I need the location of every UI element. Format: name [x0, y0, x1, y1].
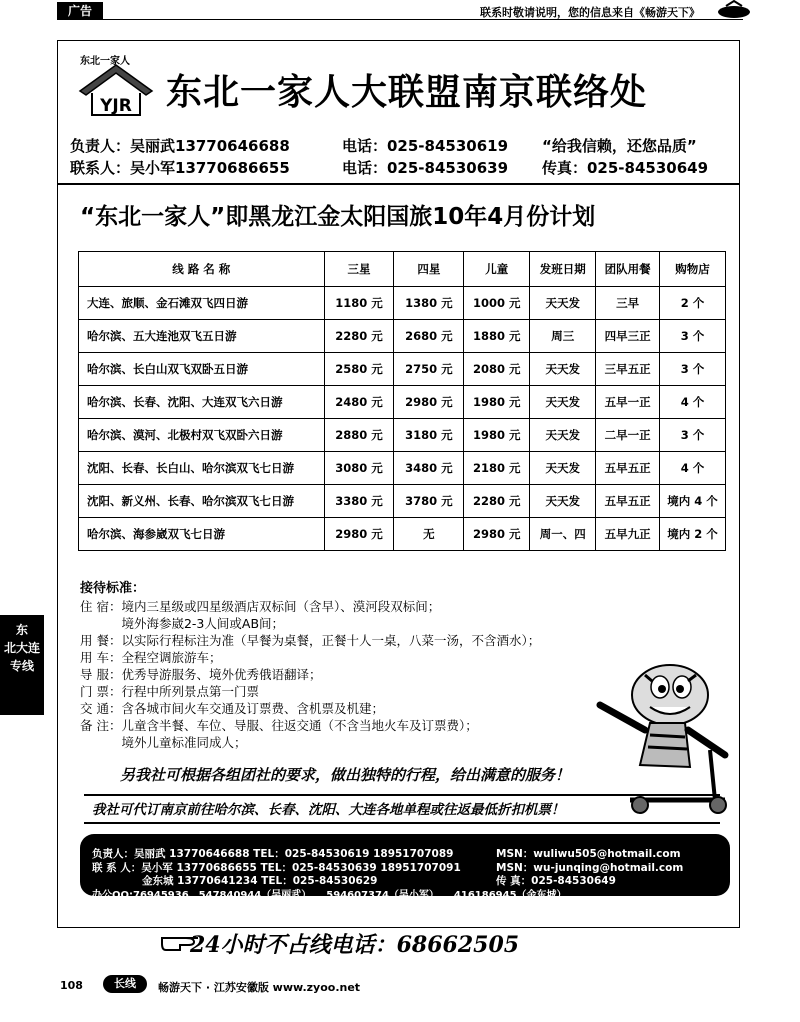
header-route: 线 路 名 称: [79, 252, 325, 287]
header-separator: [57, 183, 740, 185]
shops-cell: 境内 2 个: [660, 518, 726, 551]
price-cell: 2980 元: [324, 518, 394, 551]
price-cell: 2980 元: [464, 518, 530, 551]
route-cell: 哈尔滨、长春、沈阳、大连双飞六日游: [79, 386, 325, 419]
table-row: [79, 287, 726, 320]
price-cell: 2980 元: [394, 386, 464, 419]
shops-cell: 境内 4 个: [660, 485, 726, 518]
contact-person-2: 联系人：吴小军13770686655: [70, 159, 290, 177]
company-logo-icon: [76, 55, 156, 121]
header-child: 儿童: [464, 252, 530, 287]
shops-cell: 4 个: [660, 452, 726, 485]
price-cell: 1980 元: [464, 419, 530, 452]
price-cell: 1380 元: [394, 287, 464, 320]
departure-cell: 周一、四: [530, 518, 596, 551]
contact-person-1: 负责人：吴丽武13770646688: [70, 137, 290, 155]
departure-cell: 天天发: [530, 353, 596, 386]
departure-cell: 天天发: [530, 452, 596, 485]
top-notice: 联系时敬请说明，您的信息来自《畅游天下》: [480, 6, 700, 19]
price-cell: 1880 元: [464, 320, 530, 353]
meals-cell: 五早五正: [596, 452, 660, 485]
contact-box-fax: 传 真：025-84530649: [496, 875, 616, 887]
hotline: 24小时不占线电话：68662505: [190, 932, 520, 958]
price-cell: 2680 元: [394, 320, 464, 353]
standards-line: 用 车：全程空调旅游车；: [80, 650, 222, 665]
meals-cell: 四早三正: [596, 320, 660, 353]
standards-title: 接待标准：: [80, 581, 146, 596]
tiger-mascot-icon: [590, 655, 740, 815]
side-tab-line: 北大连: [3, 641, 40, 655]
departure-cell: 周三: [530, 320, 596, 353]
table-header-row: [79, 252, 726, 287]
contact-box-qq: 办公QQ:76945936、547840944（吴丽武） 594607374（吴小军） 416186945（金东城）: [92, 890, 567, 901]
standards-line: 境外儿童标准同成人；: [80, 735, 247, 750]
departure-cell: 天天发: [530, 287, 596, 320]
plan-title: “东北一家人”即黑龙江金太阳国旅10年4月份计划: [80, 204, 596, 230]
price-cell: 1180 元: [324, 287, 394, 320]
standards-line: 住 宿：境内三星级或四星级酒店双标间（含早）、漠河段双标间；: [80, 599, 441, 614]
table-row: [79, 419, 726, 452]
shops-cell: 4 个: [660, 386, 726, 419]
magazine-logo-icon: [716, 0, 752, 20]
standards-line: 用 餐：以实际行程标注为准（早餐为桌餐，正餐十人一桌，八菜一汤，不含酒水）；: [80, 633, 541, 648]
standards-line: 境外海参崴2-3人间或AB间；: [80, 616, 285, 631]
contact-box-line-3: 金东城 13770641234 TEL：025-84530629: [142, 875, 378, 887]
price-cell: 2180 元: [464, 452, 530, 485]
table-row: [79, 518, 726, 551]
custom-tour-slogan: 另我社可根据各组团社的要求，做出独特的行程，给出满意的服务！: [120, 766, 571, 784]
price-cell: 1980 元: [464, 386, 530, 419]
contact-box-line-2: 联 系 人：吴小军 13770686655 TEL：025-84530639 18951707091: [92, 862, 461, 874]
page-number: 108: [60, 979, 83, 992]
standards-line: 备 注：儿童含半餐、车位、导服、往返交通（不含当地火车及订票费）；: [80, 718, 478, 733]
price-cell: 2750 元: [394, 353, 464, 386]
route-cell: 哈尔滨、海参崴双飞七日游: [79, 518, 325, 551]
price-cell: 3480 元: [394, 452, 464, 485]
route-cell: 沈阳、新义州、长春、哈尔滨双飞七日游: [79, 485, 325, 518]
contact-box-msn-1: MSN：wuliwu505@hotmail.com: [496, 848, 681, 860]
standards-line: 门 票：行程中所列景点第一门票: [80, 684, 259, 699]
header-three-star: 三星: [324, 252, 394, 287]
shops-cell: 2 个: [660, 287, 726, 320]
price-cell: 2080 元: [464, 353, 530, 386]
meals-cell: 三早: [596, 287, 660, 320]
meals-cell: 三早五正: [596, 353, 660, 386]
contact-box-line-1: 负责人：吴丽武 13770646688 TEL：025-84530619 18951707089: [92, 848, 454, 860]
price-cell: 无: [394, 518, 464, 551]
shops-cell: 3 个: [660, 419, 726, 452]
main-title: 东北一家人大联盟南京联络处: [166, 72, 648, 113]
contact-slogan: “给我信赖，还您品质”: [542, 137, 697, 155]
route-cell: 大连、旅顺、金石滩双飞四日游: [79, 287, 325, 320]
price-cell: 3380 元: [324, 485, 394, 518]
departure-cell: 天天发: [530, 386, 596, 419]
table-row: [79, 452, 726, 485]
route-table: [78, 251, 726, 551]
price-cell: 2480 元: [324, 386, 394, 419]
standards-line: 导 服：优秀导游服务、境外优秀俄语翻译；: [80, 667, 322, 682]
side-section-tab: [0, 615, 44, 715]
price-cell: 3780 元: [394, 485, 464, 518]
footer-publication: 畅游天下 · 江苏安徽版 www.zyoo.net: [158, 981, 361, 994]
ticket-slogan: 我社可代订南京前往哈尔滨、长春、沈阳、大连各地单程或往返最低折扣机票！: [92, 802, 565, 818]
table-row: [79, 353, 726, 386]
contact-phone-1: 电话：025-84530619: [342, 137, 509, 155]
route-cell: 哈尔滨、五大连池双飞五日游: [79, 320, 325, 353]
contact-phone-2: 电话：025-84530639: [342, 159, 509, 177]
price-cell: 3180 元: [394, 419, 464, 452]
contact-fax: 传真：025-84530649: [542, 159, 709, 177]
standards-line: 交 通：含各城市间火车交通及订票费、含机票及机建；: [80, 701, 384, 716]
meals-cell: 五早九正: [596, 518, 660, 551]
price-cell: 3080 元: [324, 452, 394, 485]
shops-cell: 3 个: [660, 353, 726, 386]
header-meals: 团队用餐: [596, 252, 660, 287]
table-row: [79, 386, 726, 419]
table-row: [79, 485, 726, 518]
price-cell: 2280 元: [324, 320, 394, 353]
price-cell: 2280 元: [464, 485, 530, 518]
price-cell: 2580 元: [324, 353, 394, 386]
route-cell: 哈尔滨、长白山双飞双卧五日游: [79, 353, 325, 386]
side-tab-line: 专线: [9, 659, 34, 673]
departure-cell: 天天发: [530, 485, 596, 518]
shops-cell: 3 个: [660, 320, 726, 353]
departure-cell: 天天发: [530, 419, 596, 452]
contact-box-msn-2: MSN：wu-junqing@hotmail.com: [496, 862, 684, 874]
route-cell: 沈阳、长春、长白山、哈尔滨双飞七日游: [79, 452, 325, 485]
route-cell: 哈尔滨、漠河、北极村双飞双卧六日游: [79, 419, 325, 452]
meals-cell: 二早一正: [596, 419, 660, 452]
header-shops: 购物店: [660, 252, 726, 287]
meals-cell: 五早五正: [596, 485, 660, 518]
logo-letters: YJR: [100, 96, 132, 116]
header-four-star: 四星: [394, 252, 464, 287]
logo-caption: 东北一家人: [80, 56, 130, 67]
footer-section-tag: 长线: [103, 975, 147, 993]
header-departure: 发班日期: [530, 252, 596, 287]
table-row: [79, 320, 726, 353]
side-tab-line: 东: [15, 623, 28, 637]
meals-cell: 五早一正: [596, 386, 660, 419]
price-cell: 1000 元: [464, 287, 530, 320]
ad-tag: 广告: [57, 2, 103, 20]
price-cell: 2880 元: [324, 419, 394, 452]
